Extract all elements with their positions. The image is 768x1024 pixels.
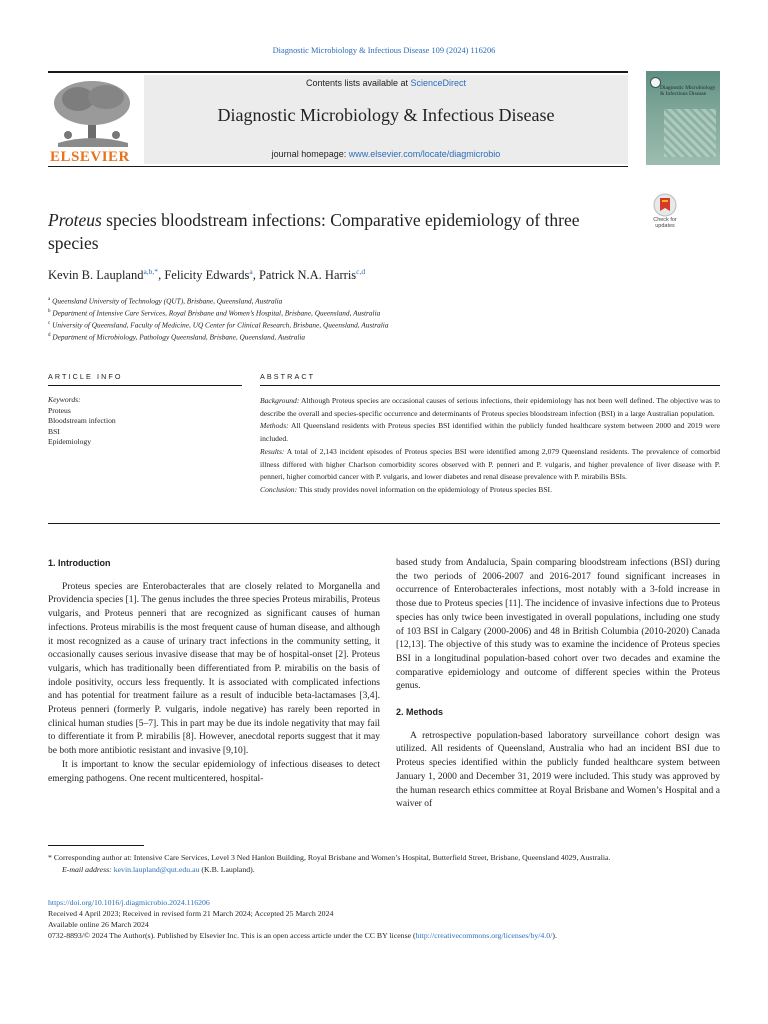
- section-heading-introduction: 1. Introduction: [48, 558, 111, 568]
- affiliations: [48, 295, 668, 343]
- body-paragraph: Proteus species are Enterobacterales that are closely related to Morganella and Providencia species [1]. The genus includes the three species Proteus mirabilis, Proteus vulgaris, and Proteus penneri that are recognized as significant causes of human infections. Proteus mirabilis is the most frequent cause of human disease, and although it most recognized as a cause of urinary tract infections in the community setting, it occasionally causes serious invasive disease that may be of hospital-onset [2]. Proteus vulgaris, which has traditionally been differentiated from P. mirabilis on the basis of indole positivity, occurs less frequently. It is associated with complicated infections and has potential for treatment failure as a result of inducible beta-lactamases [3,4]. Proteus penneri (formerly P. vulgaris, indole negative) has rarely been reported in clinical human studies [5–7]. This in part may be due its indole negativity that may fail to differentiate it from P. mirabilis [8]. However, anecdotal reports suggest that it may be both more antibiotic resistant and invasive [9,10].: [48, 581, 380, 757]
- affiliation-text: University of Queensland, Faculty of Medicine, UQ Center for Clinical Research, Brisbane, Queensland, Australia: [52, 320, 389, 330]
- license-prefix: 0732-8893/© 2024 The Author(s). Published by Elsevier Inc. This is an open access article under the CC BY license (: [48, 931, 416, 940]
- abstract-conclusion: [260, 484, 720, 497]
- journal-masthead: [48, 71, 628, 167]
- body-column-right: [396, 557, 720, 812]
- author-separator: ,: [252, 268, 259, 283]
- contents-line: [144, 78, 628, 88]
- author-affiliation-marks[interactable]: a: [249, 267, 253, 276]
- cover-title: Diagnostic Microbiology & Infectious Disease: [660, 85, 716, 98]
- article-info-heading: ARTICLE INFO: [48, 372, 123, 381]
- keyword-item: BSI: [48, 426, 60, 436]
- footnote-rule: [48, 845, 144, 846]
- abstract-rule: [260, 385, 720, 386]
- author-name[interactable]: Felicity Edwards: [164, 268, 250, 283]
- masthead-top-rule: [48, 71, 628, 73]
- check-updates-icon: [652, 193, 678, 217]
- title-rest: species bloodstream infections: Comparative epidemiology of three species: [48, 210, 580, 253]
- results-text: A total of 2,143 incident episodes of Proteus species BSI were identified among 2,079 Queensland residents. The prevalence of comorbid illness differed with higher Charlson comorbidity scores observed with P. penneri and P. vulgaris, and higher prevalence of liver disease with P. penneri, higher comorbid cancer with P. vulgaris, and lower diabetes and renal disease prevalence with P. mirabilis BSIs.: [260, 446, 720, 482]
- section-heading-methods: 2. Methods: [396, 707, 444, 718]
- body-paragraph: A retrospective population-based laboratory surveillance cohort design was utilized. All residents of Queensland, Australia who had an incident BSI due to Proteus species identified within the publicly funded healthcare system between January 1, 2000 and December 31, 2019 were included. This study was approved by the human research ethics committee at Royal Brisbane and Women’s Hospital and a waiver of: [396, 730, 720, 810]
- affiliation-mark: a: [48, 297, 51, 302]
- keywords-block: [48, 395, 238, 448]
- cover-artwork: [664, 109, 716, 157]
- check-updates-label: Check for updates: [653, 217, 677, 229]
- methods-text: All Queensland residents with Proteus species BSI identified within the publicly funded healthcare system between 2000 and 2019 were included.: [260, 421, 720, 444]
- affiliation-mark: d: [48, 332, 51, 338]
- running-header[interactable]: Diagnostic Microbiology & Infectious Disease 109 (2024) 116206: [272, 46, 496, 55]
- body-column-left: [48, 557, 380, 786]
- abstract-bottom-rule: [48, 523, 720, 524]
- author-affiliation-marks[interactable]: a,b,*: [143, 267, 159, 276]
- article-title: [48, 209, 628, 255]
- affiliation-item: [48, 295, 668, 307]
- doi-link[interactable]: https://doi.org/10.1016/j.diagmicrobio.2024.116206: [48, 898, 210, 907]
- abstract-results: [260, 446, 720, 484]
- sciencedirect-link[interactable]: ScienceDirect: [410, 78, 467, 88]
- conclusion-label: Conclusion:: [260, 484, 298, 494]
- keywords-label: Keywords:: [48, 395, 81, 404]
- publisher-logo-text: ELSEVIER: [50, 149, 130, 165]
- methods-label: Methods:: [260, 421, 289, 431]
- body-paragraph: based study from Andalucia, Spain comparing bloodstream infections (BSI) during the two periods of 2006-2007 and 2016-2017 found significant increases in occurrence of Enterobacterales infections, most notably with a 3-fold increase in those due to Proteus species [11]. The incidence of invasive infections due to Proteus species has only twice been investigated in overall populations, including one study of 103 BSI in Calgary (2000-2006) and 48 in British Columbia (2010-2020) Canada [12,13]. The objective of this study was to examine the incidence of Proteus species BSI in a longitudinal population-based cohort over two decades and examine the comparative epidemiology and outcome of different species within the Proteus genus.: [396, 558, 720, 692]
- author-separator: ,: [158, 268, 165, 283]
- homepage-label: journal homepage:: [271, 149, 349, 159]
- author-name[interactable]: Kevin B. Laupland: [48, 268, 144, 283]
- abstract-background: [260, 395, 720, 420]
- license-link[interactable]: http://creativecommons.org/licenses/by/4.0/: [415, 931, 553, 940]
- email-line: [48, 864, 720, 876]
- journal-homepage-link[interactable]: www.elsevier.com/locate/diagmicrobio: [348, 149, 501, 159]
- author-name[interactable]: Patrick N.A. Harris: [258, 268, 357, 283]
- masthead-bottom-rule: [48, 166, 628, 167]
- article-info-rule: [48, 385, 242, 386]
- author-affiliation-marks[interactable]: c,d: [356, 267, 366, 276]
- available-online-date: Available online 26 March 2024: [48, 920, 149, 929]
- affiliation-mark: c: [48, 320, 51, 326]
- body-paragraph: It is important to know the secular epidemiology of infectious diseases to detect emerging pathogens. One recent multicentered, hospital-: [48, 759, 380, 784]
- contents-prefix: Contents lists available at: [305, 78, 411, 88]
- conclusion-text: This study provides novel information on the epidemiology of Proteus species BSI.: [297, 484, 552, 494]
- author-list: [48, 267, 628, 283]
- email-suffix: (K.B. Laupland).: [199, 864, 255, 874]
- affiliation-mark: b: [48, 308, 51, 314]
- title-genus: Proteus: [48, 210, 102, 230]
- footnotes: [48, 852, 720, 875]
- email-label: E-mail address:: [62, 864, 114, 874]
- affiliation-text: Queensland University of Technology (QUT), Brisbane, Queensland, Australia: [52, 296, 283, 306]
- abstract-methods: [260, 420, 720, 445]
- keyword-item: Proteus: [48, 405, 71, 415]
- keyword-item: Bloodstream infection: [48, 416, 116, 426]
- homepage-line: [144, 149, 628, 159]
- journal-name: Diagnostic Microbiology & Infectious Disease: [217, 105, 555, 125]
- affiliation-item: [48, 319, 668, 331]
- masthead-banner: [144, 75, 628, 164]
- received-dates: Received 4 April 2023; Received in revised form 21 March 2024; Accepted 25 March 2024: [48, 909, 334, 918]
- results-label: Results:: [260, 446, 285, 456]
- journal-cover-thumbnail[interactable]: [646, 71, 720, 165]
- affiliation-item: [48, 331, 668, 343]
- abstract-body: [260, 395, 720, 497]
- affiliation-text: Department of Microbiology, Pathology Queensland, Brisbane, Queensland, Australia: [52, 332, 306, 342]
- keyword-item: Epidemiology: [48, 437, 92, 447]
- license-suffix: ).: [552, 931, 557, 940]
- email-link[interactable]: kevin.laupland@qut.edu.au: [113, 864, 200, 874]
- corresponding-author-note: * Corresponding author at: Intensive Care Services, Level 3 Ned Hanlon Building, Royal Brisbane and Women’s Hospital, Butterfield Street, Brisbane, Queensland 4029, Australia.: [48, 853, 611, 862]
- background-label: Background:: [260, 396, 300, 405]
- affiliation-text: Department of Intensive Care Services, Royal Brisbane and Women’s Hospital, Brisbane, Queensland, Australia: [52, 308, 381, 318]
- abstract-heading: ABSTRACT: [260, 372, 316, 381]
- check-for-updates-button[interactable]: [645, 193, 685, 233]
- publication-info: [48, 897, 738, 941]
- license-line: [48, 930, 738, 941]
- background-text: Although Proteus species are occasional causes of serious infections, their epidemiology has not been well defined. The objective was to describe the overall and species-specific occurrence and determinants of Proteus species bloodstream infection (BSI) in a large Australian population.: [260, 396, 720, 418]
- affiliation-item: [48, 307, 668, 319]
